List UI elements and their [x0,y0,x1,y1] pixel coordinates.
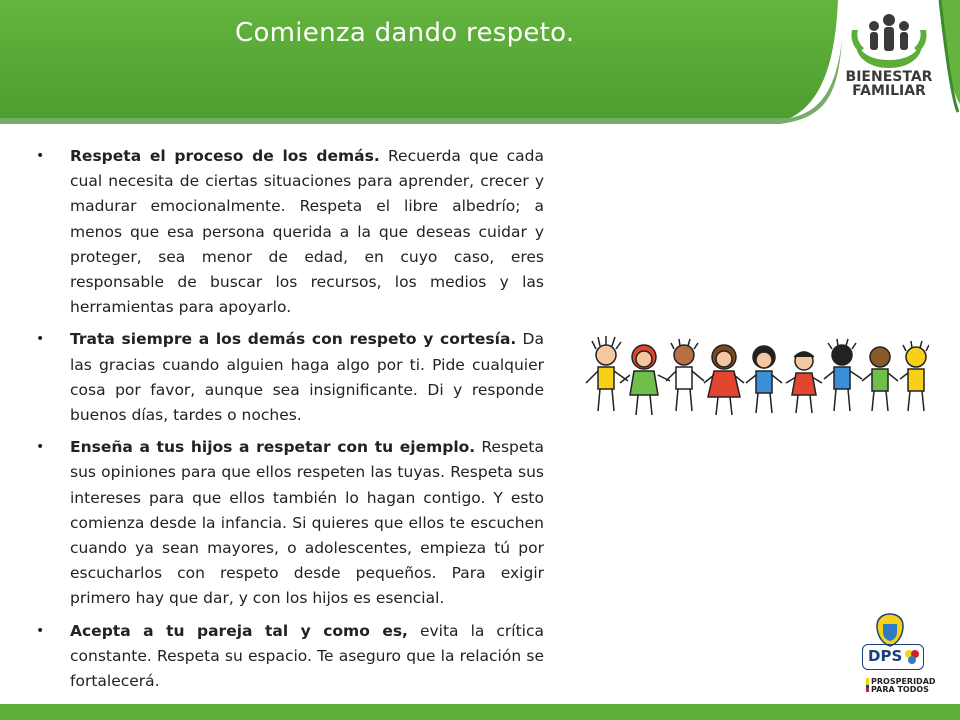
bullet-item [36,619,544,695]
bullet-dot: • [36,622,45,639]
bullet-body: Recuerda que cada cual necesita de ciertas situaciones para aprender, crecer y madurar emocionalmente. Respeta el libre albedrío; a menos que esa persona querida a la que deseas cuidar y proteger, sea menor de edad, en cuyo caso, eres responsable de buscar los recursos, los medios y las herramientas para apoyarlo. [70,147,544,317]
bullet-heading: Trata siempre a los demás con respeto y cortesía. [70,330,517,349]
prosperidad-para-todos-logo [866,678,936,694]
kid-figure [862,347,898,411]
bullet-item [36,327,544,428]
header-banner [0,0,960,128]
bullet-heading: Respeta el proceso de los demás. [70,147,380,165]
dps-flower-icon [904,649,920,665]
bullet-heading: Enseña a tus hijos a respetar con tu ejemplo. [70,438,476,457]
colombia-coat-of-arms-icon [875,612,905,648]
bullet-dot: • [36,439,45,456]
prosperidad-line2: PARA TODOS [871,685,929,694]
kid-figure [786,352,822,413]
slide-title: Comienza dando respeto. [235,18,575,48]
bullet-body: evita la crítica constante. Respeta su espacio. Te aseguro que la relación se fortalecerá. [70,621,544,691]
brand-line2: FAMILIAR [852,83,926,99]
dps-logo [862,644,924,670]
bullet-dot: • [36,331,45,348]
footer-bar [0,704,960,720]
brand-line1: BIENESTAR [845,69,933,85]
bullet-list [36,144,544,701]
children-holding-hands-illustration [584,335,929,425]
kid-figure [824,339,862,411]
dps-text: DPS [868,647,903,665]
bullet-item [36,144,544,320]
kid-figure [900,341,929,411]
colombia-flag-icon [866,678,869,692]
bullet-item [36,435,544,611]
kid-figure [746,346,782,413]
prosperidad-line1: PROSPERIDAD [871,677,936,686]
kid-figure [586,336,628,411]
bullet-body: Da las gracias cuando alguien haga algo por ti. Pide cualquier cosa por favor, aunque sea insignificante. Di y responde buenos días, tardes o noches. [70,330,544,425]
bullet-dot: • [36,148,45,164]
brand-name [844,70,934,98]
family-icon [844,10,934,70]
bullet-heading: Acepta a tu pareja tal y como es, [70,621,408,640]
bullet-body: Respeta sus opiniones para que ellos respeten las tuyas. Respeta sus intereses para que ellos también lo hagan contigo. Y esto comienza desde la infancia. Si quieres que ellos te escuchen cuando ya sean mayores, o adolescentes, empieza tú por escucharlos con respeto desde pequeños. Para exigir primero hay que dar, y con los hijos es esencial. [70,438,544,608]
kid-figure [704,345,744,415]
bienestar-familiar-logo [844,10,934,110]
kid-figure [666,339,704,411]
